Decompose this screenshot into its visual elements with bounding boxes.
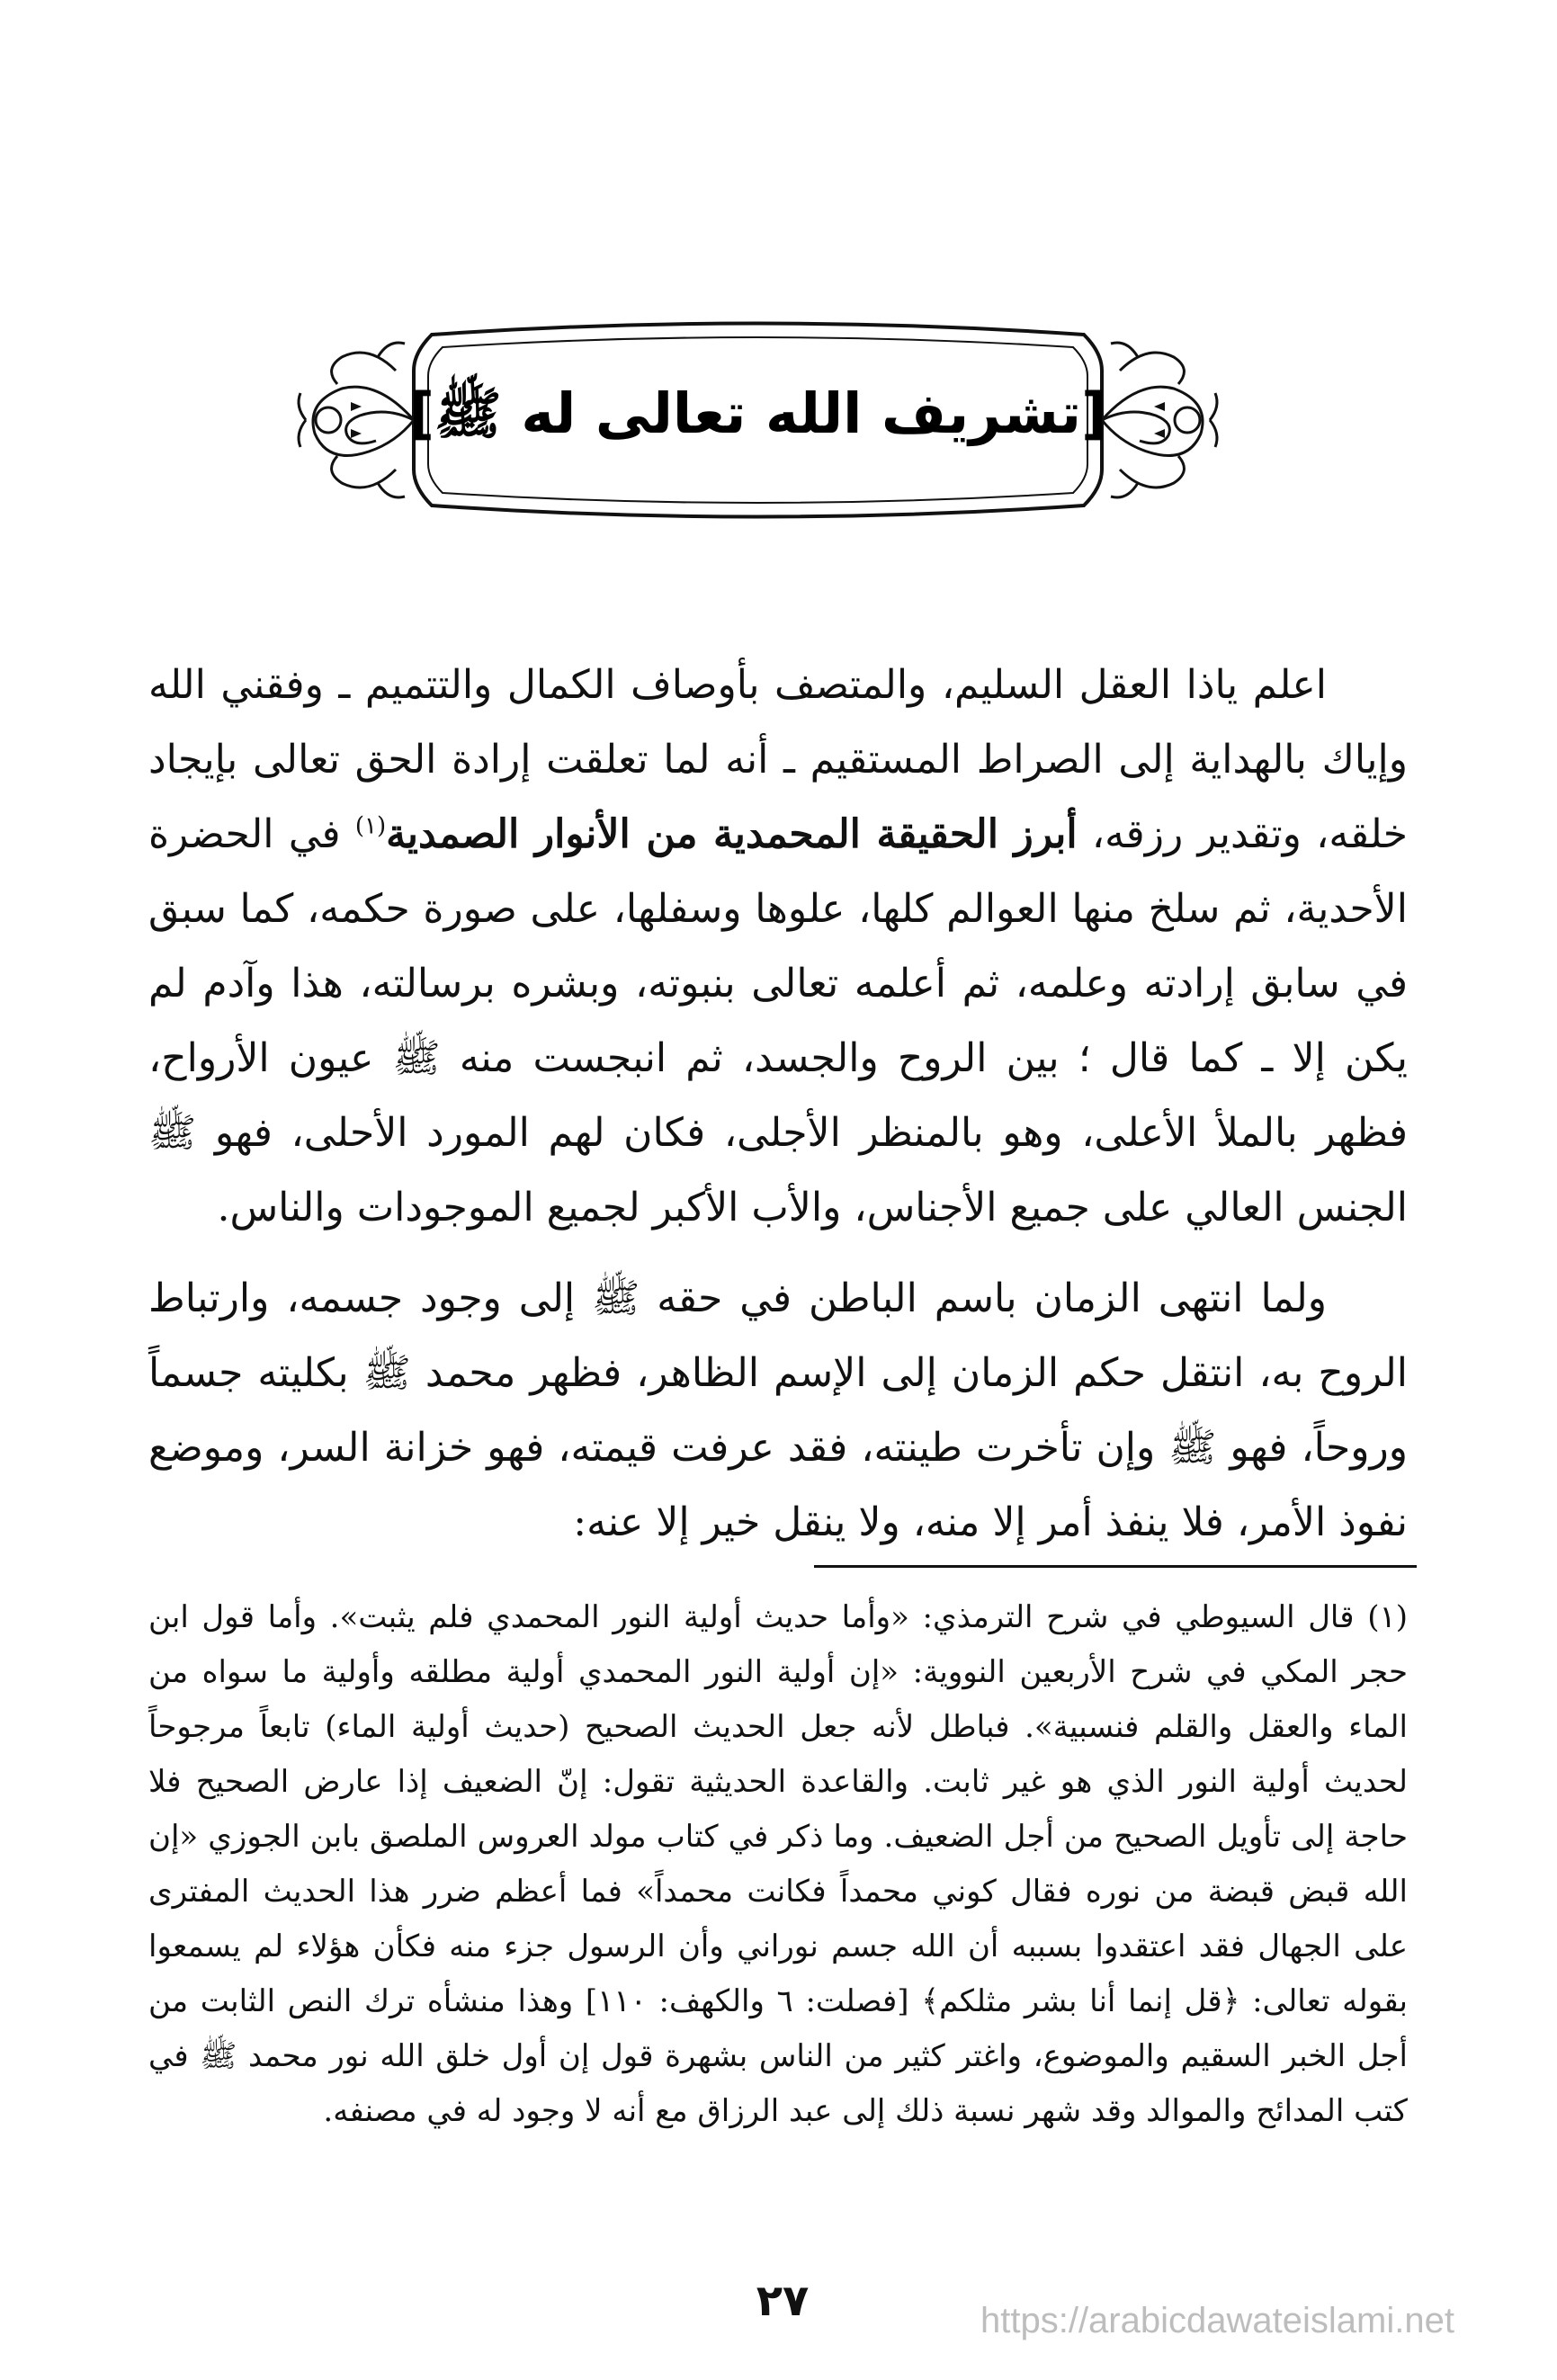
paragraph-1-part-b: في الحضرة الأحدية، ثم سلخ منها العوالم كلها، علوها وسفلها، على صورة حكمه، كما سبق في سابق إرادته وعلمه، ثم أعلمه تعالى بنبوته، وبشره برسالته، هذا وآدم لم يكن إلا ـ كما قال ؛ بين الروح والجسد، ثم انبجست منه ﷺ عيون الأرواح، فظهر بالملأ الأعلى، وهو بالمنظر الأجلى، فكان لهم المورد الأحلى، فهو ﷺ الجنس العالي على جميع الأجناس، والأب الأكبر لجميع الموجودات والناس. bbox=[148, 811, 1408, 1230]
paragraph-2: ولما انتهى الزمان باسم الباطن في حقه ﷺ إلى وجود جسمه، وارتباط الروح به، انتقل حكم الزمان إلى الإسم الظاهر، فظهر محمد ﷺ بكليته جسماً وروحاً، فهو ﷺ وإن تأخرت طينته، فقد عرفت قيمته، فهو خزانة السر، وموضع نفوذ الأمر، فلا ينفذ أمر إلا منه، ولا ينقل خير إلا عنه: bbox=[148, 1275, 1408, 1545]
footnote-1: (١) قال السيوطي في شرح الترمذي: «وأما حديث أولية النور المحمدي فلم يثبت». وأما قول ابن حجر المكي في شرح الأربعين النووية: «إن أولية النور المحمدي أولية مطلقه وأولية ما سواه من الماء والعقل والقلم فنسبية». فباطل لأنه جعل الحديث الصحيح (حديث أولية الماء) تابعاً مرجوحاً لحديث أولية النور الذي هو غير ثابت. والقاعدة الحديثية تقول: إنّ الضعيف إذا عارض الصحيح فلا حاجة إلى تأويل الصحيح من أجل الضعيف. وما ذكر في كتاب مولد العروس الملصق بابن الجوزي «إن الله قبض قبضة من نوره فقال كوني محمداً فكانت محمداً» فما أعظم ضرر هذا الحديث المفترى على الجهال فقد اعتقدوا بسببه أن الله جسم نوراني وأن الرسول جزء منه فكأن هؤلاء لم يسمعوا بقوله تعالى: ﴿قل إنما أنا بشر مثلكم﴾ [فصلت: ٦ والكهف: ١١٠] وهذا منشأه ترك النص الثابت من أجل الخبر السقيم والموضوع، واغتر كثير من الناس بشهرة قول إن أول خلق الله نور محمد ﷺ في كتب المدائح والموالد وقد شهر نسبة ذلك إلى عبد الرزاق مع أنه لا وجود له في مصنفه. bbox=[148, 1599, 1408, 2129]
highlighted-phrase: أبرز الحقيقة المحمدية من الأنوار الصمدية bbox=[386, 811, 1078, 857]
chapter-header-cartouche bbox=[288, 317, 1228, 523]
watermark-url: https://arabicdawateislami.net bbox=[980, 2301, 1454, 2340]
footnote-separator bbox=[814, 1565, 1417, 1568]
main-text bbox=[148, 648, 1408, 1576]
paragraph-1-part-a: اعلم ياذا العقل السليم، والمتصف بأوصاف الكمال والتتميم ـ وفقني الله وإياك بالهداية إلى الصراط المستقيم ـ أنه لما تعلقت إرادة الحق تعالى بإيجاد خلقه، وتقدير رزقه، bbox=[148, 662, 1408, 857]
footnote-reference: (١) bbox=[354, 812, 387, 840]
chapter-title: [تشريف الله تعالى له ﷺ] bbox=[408, 380, 1107, 446]
footnotes bbox=[148, 1590, 1408, 2139]
page-number: ٢٧ bbox=[756, 2276, 810, 2326]
paragraph-1 bbox=[148, 648, 1408, 1245]
